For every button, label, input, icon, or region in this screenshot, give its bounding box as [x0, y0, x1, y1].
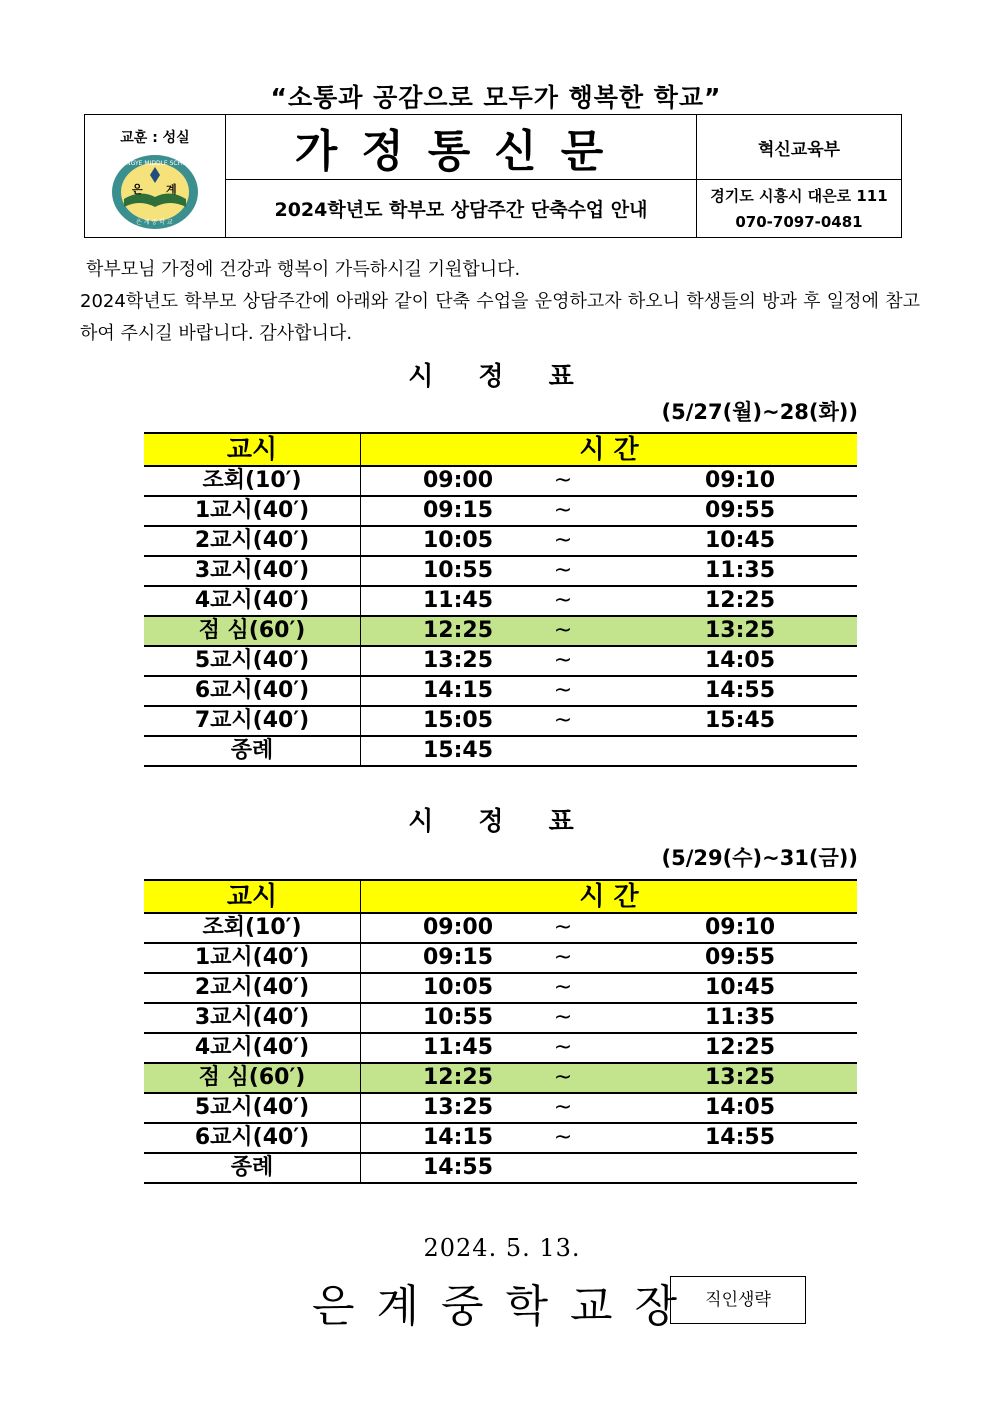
column-header-period: 교시	[144, 880, 361, 913]
start-time-cell: 15:45	[361, 736, 544, 766]
end-time-cell: 12:25	[583, 586, 857, 616]
principal-name: 은계중학교장	[312, 1281, 700, 1332]
start-time-cell: 09:00	[361, 913, 544, 943]
end-time-cell: 11:35	[583, 1003, 857, 1033]
period-cell: 3교시(40′)	[144, 1003, 361, 1033]
period-cell: 6교시(40′)	[144, 1123, 361, 1153]
period-cell: 2교시(40′)	[144, 526, 361, 556]
start-time-cell: 13:25	[361, 646, 544, 676]
document-subtitle: 2024학년도 학부모 상담주간 단축수업 안내	[226, 180, 697, 238]
period-cell: 2교시(40′)	[144, 973, 361, 1003]
end-time-cell: 09:55	[583, 943, 857, 973]
table-row	[144, 496, 857, 526]
period-cell: 점 심(60′)	[144, 1063, 361, 1093]
school-slogan: “소통과 공감으로 모두가 행복한 학교”	[270, 83, 722, 112]
period-cell: 조회(10′)	[144, 466, 361, 496]
table-row	[144, 646, 857, 676]
period-cell: 7교시(40′)	[144, 706, 361, 736]
end-time-cell: 14:55	[583, 676, 857, 706]
table-row	[144, 1093, 857, 1123]
table-row	[144, 616, 857, 646]
range-separator: ~	[543, 496, 583, 526]
range-separator: ~	[543, 676, 583, 706]
start-time-cell: 12:25	[361, 616, 544, 646]
table-header-row	[144, 433, 857, 466]
range-separator: ~	[543, 526, 583, 556]
start-time-cell: 14:15	[361, 1123, 544, 1153]
school-info-cell	[85, 115, 226, 238]
end-time-cell: 12:25	[583, 1033, 857, 1063]
table-row	[144, 526, 857, 556]
range-separator: ~	[543, 466, 583, 496]
end-time-cell: 14:55	[583, 1123, 857, 1153]
table-header-row	[144, 880, 857, 913]
start-time-cell: 10:55	[361, 556, 544, 586]
period-cell: 4교시(40′)	[144, 1033, 361, 1063]
table-row	[144, 943, 857, 973]
logo-right-text: 계	[166, 183, 177, 196]
end-time-cell: 14:05	[583, 646, 857, 676]
phone: 070-7097-0481	[735, 212, 863, 231]
range-separator: ~	[543, 1003, 583, 1033]
document-title: 가정통신문	[226, 115, 697, 180]
schedule-table-2	[144, 879, 857, 1184]
start-time-cell: 12:25	[361, 1063, 544, 1093]
period-cell: 1교시(40′)	[144, 943, 361, 973]
intro-text	[80, 254, 920, 350]
end-time-cell: 13:25	[583, 1063, 857, 1093]
range-separator: ~	[543, 943, 583, 973]
period-cell: 5교시(40′)	[144, 1093, 361, 1123]
logo-bottom-text: 은 계 중 학 교	[136, 219, 173, 226]
start-time-cell: 14:55	[361, 1153, 544, 1183]
range-separator: ~	[543, 1033, 583, 1063]
end-time-cell: 15:45	[583, 706, 857, 736]
table-row	[144, 1003, 857, 1033]
schedule-date-1: (5/27(월)~28(화))	[661, 400, 858, 424]
start-time-cell: 10:55	[361, 1003, 544, 1033]
start-time-cell: 14:15	[361, 676, 544, 706]
school-motto: 교훈 : 성실	[120, 130, 190, 146]
range-separator: ~	[543, 586, 583, 616]
address: 경기도 시흥시 대은로 111	[710, 186, 888, 205]
period-cell: 점 심(60′)	[144, 616, 361, 646]
period-cell: 1교시(40′)	[144, 496, 361, 526]
intro-greeting: 학부모님 가정에 건강과 행복이 가득하시길 기원합니다.	[86, 259, 521, 280]
range-separator: ~	[543, 556, 583, 586]
end-time-cell: 09:10	[583, 466, 857, 496]
period-cell: 3교시(40′)	[144, 556, 361, 586]
range-separator	[543, 1153, 583, 1183]
schedule-table-1	[144, 432, 857, 767]
start-time-cell: 09:15	[361, 496, 544, 526]
range-separator: ~	[543, 913, 583, 943]
schedule-date-2: (5/29(수)~31(금))	[661, 846, 858, 870]
school-logo	[110, 153, 200, 231]
table-row	[144, 556, 857, 586]
table-row	[144, 706, 857, 736]
letter-header	[84, 114, 902, 238]
table-row	[144, 466, 857, 496]
start-time-cell: 11:45	[361, 586, 544, 616]
start-time-cell: 10:05	[361, 973, 544, 1003]
logo-top-text: EUNGYE MIDDLE SCHOOL	[118, 160, 195, 167]
range-separator: ~	[543, 1063, 583, 1093]
table-row	[144, 676, 857, 706]
end-time-cell: 10:45	[583, 526, 857, 556]
logo-left-text: 은	[132, 183, 143, 196]
end-time-cell: 11:35	[583, 556, 857, 586]
range-separator: ~	[543, 646, 583, 676]
issue-date: 2024. 5. 13.	[423, 1234, 581, 1262]
period-cell: 조회(10′)	[144, 913, 361, 943]
range-separator: ~	[543, 1123, 583, 1153]
contact-cell	[697, 180, 902, 238]
end-time-cell	[583, 1153, 857, 1183]
table-row	[144, 1123, 857, 1153]
start-time-cell: 09:15	[361, 943, 544, 973]
end-time-cell: 14:05	[583, 1093, 857, 1123]
range-separator: ~	[543, 616, 583, 646]
end-time-cell: 09:55	[583, 496, 857, 526]
schedule-title-2: 시 정 표	[408, 807, 592, 837]
table-row	[144, 913, 857, 943]
period-cell: 종례	[144, 736, 361, 766]
start-time-cell: 11:45	[361, 1033, 544, 1063]
end-time-cell: 10:45	[583, 973, 857, 1003]
seal-omitted-box: 직인생략	[670, 1276, 806, 1324]
start-time-cell: 09:00	[361, 466, 544, 496]
period-cell: 5교시(40′)	[144, 646, 361, 676]
department: 혁신교육부	[697, 115, 902, 180]
start-time-cell: 15:05	[361, 706, 544, 736]
table-row	[144, 1063, 857, 1093]
period-cell: 6교시(40′)	[144, 676, 361, 706]
intro-body: 2024학년도 학부모 상담주간에 아래와 같이 단축 수업을 운영하고자 하오니 학생들의 방과 후 일정에 참고하여 주시길 바랍니다. 감사합니다.	[80, 291, 920, 344]
table-row	[144, 1033, 857, 1063]
column-header-time: 시 간	[361, 433, 858, 466]
schedule-title-1: 시 정 표	[408, 362, 592, 392]
range-separator: ~	[543, 973, 583, 1003]
end-time-cell	[583, 736, 857, 766]
end-time-cell: 09:10	[583, 913, 857, 943]
start-time-cell: 10:05	[361, 526, 544, 556]
range-separator: ~	[543, 1093, 583, 1123]
column-header-time: 시 간	[361, 880, 858, 913]
period-cell: 4교시(40′)	[144, 586, 361, 616]
range-separator	[543, 736, 583, 766]
start-time-cell: 13:25	[361, 1093, 544, 1123]
period-cell: 종례	[144, 1153, 361, 1183]
table-row	[144, 1153, 857, 1183]
end-time-cell: 13:25	[583, 616, 857, 646]
table-row	[144, 586, 857, 616]
table-row	[144, 973, 857, 1003]
table-row	[144, 736, 857, 766]
column-header-period: 교시	[144, 433, 361, 466]
range-separator: ~	[543, 706, 583, 736]
